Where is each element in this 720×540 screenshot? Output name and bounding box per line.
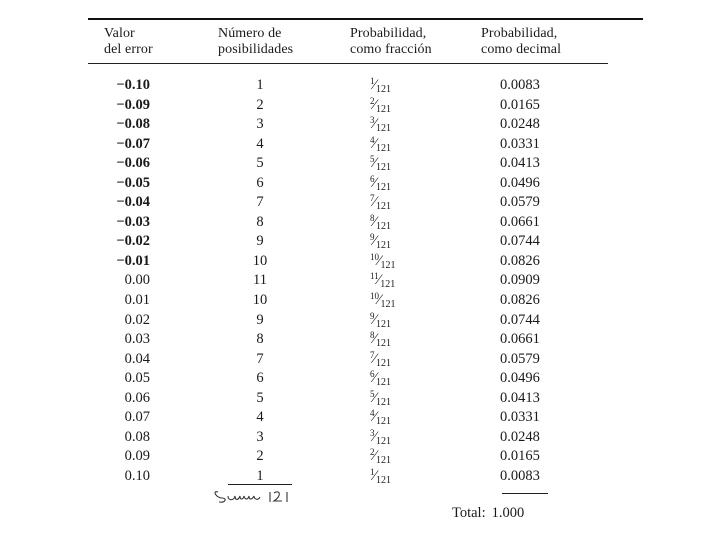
error-value: 0.01 — [124, 292, 150, 309]
fraction-numerator: 1 — [370, 466, 375, 477]
possibilities-count: 5 — [256, 389, 264, 406]
table-body — [0, 77, 720, 487]
probability-fraction — [370, 136, 430, 154]
table-row — [0, 194, 720, 214]
possibilities-count: 3 — [256, 116, 264, 133]
fraction-denominator: 121 — [376, 142, 392, 154]
header-possibilities — [218, 26, 293, 58]
probability-fraction — [370, 292, 430, 310]
fraction-slash: ⁄ — [373, 174, 377, 191]
possibilities-count: 8 — [256, 331, 264, 348]
table-row — [0, 155, 720, 175]
error-value: −0.03 — [116, 213, 150, 230]
table-row — [0, 292, 720, 312]
probability-fraction — [370, 214, 430, 232]
fraction-numerator: 3 — [370, 115, 375, 126]
fraction-slash: ⁄ — [373, 155, 377, 172]
probability-decimal: 0.0413 — [500, 155, 540, 172]
probability-decimal: 0.0744 — [500, 233, 540, 250]
fraction-slash: ⁄ — [373, 448, 377, 465]
table-row — [0, 331, 720, 351]
error-value: −0.02 — [116, 233, 150, 250]
header-fraction-line1: Probabilidad, — [350, 26, 427, 41]
fraction-numerator: 9 — [370, 310, 375, 321]
table-row — [0, 351, 720, 371]
probability-decimal: 0.0248 — [500, 116, 540, 133]
probability-fraction — [370, 351, 430, 369]
fraction-denominator: 121 — [376, 435, 392, 447]
fraction-numerator: 7 — [370, 349, 375, 360]
error-value: −0.06 — [116, 155, 150, 172]
fraction-numerator: 5 — [370, 388, 375, 399]
fraction-slash: ⁄ — [373, 428, 377, 445]
header-error-value — [104, 26, 153, 58]
possibilities-count: 1 — [256, 77, 264, 93]
sum-underline — [228, 484, 292, 485]
header-probability-fraction — [350, 26, 432, 58]
possibilities-count: 10 — [252, 252, 268, 269]
error-value: −0.07 — [116, 135, 150, 152]
header-probability-decimal — [481, 26, 561, 58]
fraction-slash: ⁄ — [373, 311, 377, 328]
header-decimal-line1: Probabilidad, — [481, 26, 558, 41]
probability-decimal: 0.0165 — [500, 448, 540, 465]
probability-decimal: 0.0083 — [500, 77, 540, 93]
fraction-slash: ⁄ — [373, 135, 377, 152]
fraction-denominator: 121 — [376, 338, 392, 350]
table-row — [0, 370, 720, 390]
error-value: −0.09 — [116, 96, 150, 113]
fraction-denominator: 121 — [376, 181, 392, 193]
fraction-slash: ⁄ — [378, 252, 381, 269]
fraction-denominator: 121 — [376, 416, 392, 428]
fraction-denominator: 121 — [380, 259, 396, 271]
probability-decimal: 0.0826 — [500, 252, 540, 269]
header-possibilities-line2: posibilidades — [218, 42, 294, 57]
possibilities-count: 2 — [256, 96, 264, 113]
table-row — [0, 253, 720, 273]
possibilities-count: 6 — [256, 370, 264, 387]
probability-decimal: 0.0165 — [500, 96, 540, 113]
possibilities-count: 2 — [256, 448, 264, 465]
fraction-numerator: 8 — [370, 330, 375, 341]
total-line — [452, 505, 524, 522]
fraction-denominator: 121 — [376, 474, 392, 486]
possibilities-count: 4 — [256, 409, 264, 426]
total-label: Total: — [452, 505, 486, 521]
error-value: −0.04 — [116, 194, 150, 211]
fraction-denominator: 121 — [376, 220, 392, 232]
fraction-slash: ⁄ — [373, 213, 377, 230]
fraction-denominator: 121 — [376, 103, 392, 115]
possibilities-count: 10 — [252, 292, 268, 309]
fraction-numerator: 10 — [370, 251, 379, 262]
table-row — [0, 175, 720, 195]
fraction-numerator: 4 — [370, 134, 375, 145]
probability-fraction — [370, 116, 430, 134]
probability-fraction — [370, 312, 430, 330]
header-possibilities-line1: Número de — [218, 26, 282, 41]
total-underline — [502, 493, 548, 494]
error-value: 0.05 — [124, 370, 150, 387]
probability-decimal: 0.0579 — [500, 194, 540, 211]
fraction-denominator: 121 — [376, 318, 392, 330]
fraction-denominator: 121 — [376, 377, 392, 389]
header-error-line2: del error — [104, 42, 153, 57]
probability-fraction — [370, 77, 430, 95]
possibilities-count: 9 — [256, 233, 264, 250]
header-rule — [88, 63, 608, 64]
table-row — [0, 468, 720, 488]
fraction-slash: ⁄ — [373, 194, 377, 211]
fraction-slash: ⁄ — [378, 292, 381, 309]
fraction-slash: ⁄ — [373, 467, 377, 484]
probability-decimal: 0.0413 — [500, 389, 540, 406]
table-row — [0, 429, 720, 449]
probability-fraction — [370, 390, 430, 408]
error-value: 0.00 — [124, 272, 150, 289]
fraction-denominator: 121 — [376, 123, 392, 135]
probability-fraction — [370, 409, 430, 427]
probability-decimal: 0.0661 — [500, 213, 540, 230]
error-value: 0.06 — [124, 389, 150, 406]
error-value: 0.10 — [124, 467, 150, 484]
header-fraction-line2: como fracción — [350, 42, 432, 57]
possibilities-count: 7 — [256, 194, 264, 211]
fraction-denominator: 121 — [376, 357, 392, 369]
probability-fraction — [370, 468, 430, 486]
probability-decimal: 0.0496 — [500, 174, 540, 191]
table-row — [0, 214, 720, 234]
possibilities-count: 3 — [256, 428, 264, 445]
error-value: 0.07 — [124, 409, 150, 426]
fraction-numerator: 5 — [370, 154, 375, 165]
probability-decimal: 0.0744 — [500, 311, 540, 328]
fraction-numerator: 3 — [370, 427, 375, 438]
table-row — [0, 136, 720, 156]
probability-fraction — [370, 97, 430, 115]
fraction-numerator: 9 — [370, 232, 375, 243]
error-value: 0.04 — [124, 350, 150, 367]
fraction-slash: ⁄ — [373, 350, 377, 367]
fraction-denominator: 121 — [376, 455, 392, 467]
fraction-numerator: 7 — [370, 193, 375, 204]
error-value: 0.08 — [124, 428, 150, 445]
fraction-slash: ⁄ — [373, 409, 377, 426]
error-value: 0.02 — [124, 311, 150, 328]
possibilities-count: 6 — [256, 174, 264, 191]
fraction-denominator: 121 — [376, 162, 392, 174]
fraction-numerator: 10 — [370, 291, 379, 302]
possibilities-count: 5 — [256, 155, 264, 172]
fraction-slash: ⁄ — [373, 233, 377, 250]
error-value: −0.10 — [116, 77, 150, 93]
probability-fraction — [370, 233, 430, 251]
table-row — [0, 409, 720, 429]
possibilities-count: 7 — [256, 350, 264, 367]
fraction-numerator: 6 — [370, 173, 375, 184]
fraction-denominator: 121 — [376, 84, 392, 95]
probability-decimal: 0.0496 — [500, 370, 540, 387]
table-row — [0, 77, 720, 97]
fraction-denominator: 121 — [376, 240, 392, 252]
table-row — [0, 448, 720, 468]
possibilities-count: 11 — [253, 272, 267, 289]
table-row — [0, 272, 720, 292]
possibilities-count: 8 — [256, 213, 264, 230]
probability-fraction — [370, 370, 430, 388]
fraction-slash: ⁄ — [377, 272, 381, 289]
handwritten-sum-note — [214, 486, 304, 506]
probability-decimal: 0.0579 — [500, 350, 540, 367]
probability-fraction — [370, 175, 430, 193]
probability-fraction — [370, 194, 430, 212]
fraction-slash: ⁄ — [373, 96, 377, 113]
probability-fraction — [370, 448, 430, 466]
probability-fraction — [370, 429, 430, 447]
probability-decimal: 0.0909 — [500, 272, 540, 289]
fraction-numerator: 6 — [370, 369, 375, 380]
probability-decimal: 0.0331 — [500, 409, 540, 426]
probability-fraction — [370, 331, 430, 349]
table-row — [0, 390, 720, 410]
fraction-denominator: 121 — [376, 201, 392, 213]
error-value: −0.05 — [116, 174, 150, 191]
fraction-numerator: 2 — [370, 447, 375, 458]
fraction-slash: ⁄ — [373, 116, 377, 133]
header-decimal-line2: como decimal — [481, 42, 562, 57]
fraction-denominator: 121 — [380, 299, 396, 311]
top-rule — [88, 18, 643, 20]
fraction-numerator: 4 — [370, 408, 375, 419]
fraction-numerator: 11 — [370, 271, 379, 282]
fraction-slash: ⁄ — [373, 389, 377, 406]
fraction-denominator: 121 — [380, 279, 396, 291]
fraction-denominator: 121 — [376, 396, 392, 408]
table-row — [0, 233, 720, 253]
fraction-numerator: 2 — [370, 95, 375, 106]
table-row — [0, 116, 720, 136]
probability-decimal: 0.0331 — [500, 135, 540, 152]
table-row — [0, 312, 720, 332]
possibilities-count: 9 — [256, 311, 264, 328]
probability-decimal: 0.0661 — [500, 331, 540, 348]
fraction-numerator: 8 — [370, 212, 375, 223]
probability-decimal: 0.0826 — [500, 292, 540, 309]
probability-fraction — [370, 155, 430, 173]
error-value: −0.01 — [116, 252, 150, 269]
fraction-slash: ⁄ — [373, 331, 377, 348]
possibilities-count: 1 — [256, 467, 264, 484]
error-value: 0.03 — [124, 331, 150, 348]
fraction-slash: ⁄ — [373, 370, 377, 387]
error-value: −0.08 — [116, 116, 150, 133]
error-value: 0.09 — [124, 448, 150, 465]
probability-fraction — [370, 272, 430, 290]
possibilities-count: 4 — [256, 135, 264, 152]
fraction-slash: ⁄ — [373, 77, 377, 93]
fraction-numerator: 1 — [370, 76, 375, 86]
total-value: 1.000 — [491, 505, 525, 521]
probability-decimal: 0.0248 — [500, 428, 540, 445]
table-row — [0, 97, 720, 117]
header-error-line1: Valor — [104, 26, 135, 41]
probability-fraction — [370, 253, 430, 271]
probability-decimal: 0.0083 — [500, 467, 540, 484]
